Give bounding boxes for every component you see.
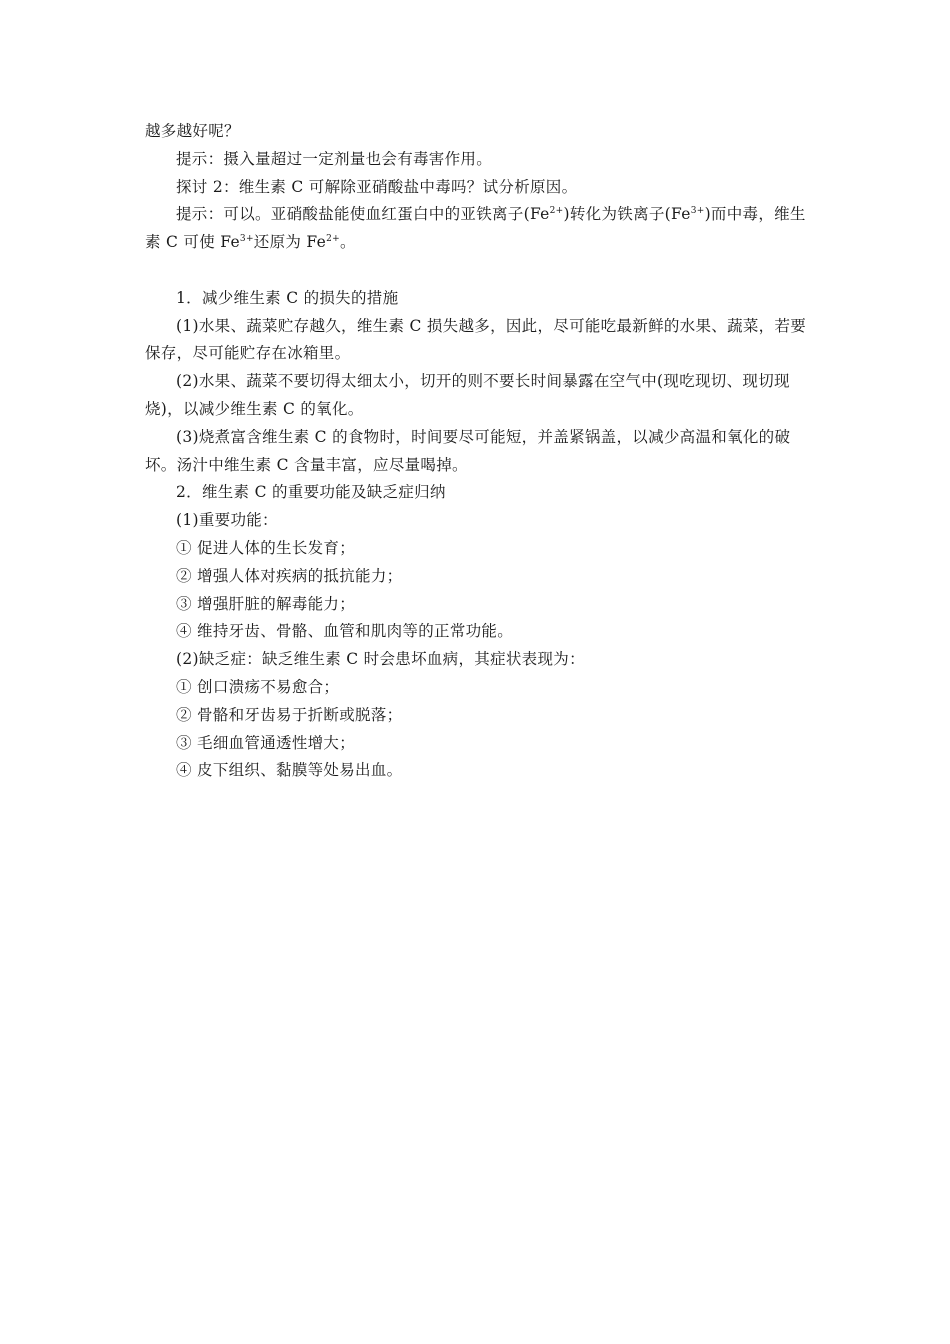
document-body [145, 118, 815, 785]
list-item: (2)水果、蔬菜不要切得太细太小，切开的则不要长时间暴露在空气中(现吃现切、现切现烧)，以减少维生素 C 的氧化。 [145, 372, 790, 418]
answer-text: )而中毒，维生素 C 可使 Fe [145, 205, 806, 252]
answer-text: 。 [339, 233, 356, 252]
section-heading: 2．维生素 C 的重要功能及缺乏症归纳 [176, 483, 446, 502]
list-item: (3)烧煮富含维生素 C 的食物时，时间要尽可能短，并盖紧锅盖，以减少高温和氧化的破坏。汤汁中维生素 C 含量丰富，应尽量喝掉。 [145, 427, 791, 474]
list-item: ④ 维持牙齿、骨骼、血管和肌肉等的正常功能。 [176, 622, 514, 641]
list-item: ④ 皮下组织、黏膜等处易出血。 [176, 761, 403, 780]
ion-charge: 3+ [690, 206, 705, 217]
hint-paragraph: 提示：摄入量超过一定剂量也会有毒害作用。 [176, 149, 493, 168]
answer-text: )转化为铁离子(Fe [563, 205, 691, 224]
text-line: 越多越好呢？ [145, 122, 240, 140]
question-paragraph: 探讨 2：维生素 C 可解除亚硝酸盐中毒吗？试分析原因。 [176, 177, 578, 196]
list-item: ① 促进人体的生长发育； [176, 538, 356, 557]
ion-charge: 3+ [239, 234, 254, 245]
list-item: ③ 毛细血管通透性增大； [176, 733, 356, 752]
paragraph-gap [145, 257, 815, 285]
ion-charge: 2+ [326, 234, 340, 245]
section-heading: 1．减少维生素 C 的损失的措施 [176, 288, 399, 307]
subsection-title: (1)重要功能： [176, 511, 278, 530]
ion-charge: 2+ [549, 206, 564, 217]
list-item: ① 创口溃疡不易愈合； [176, 677, 340, 696]
answer-text: 还原为 Fe [253, 233, 327, 252]
list-item: ③ 增强肝脏的解毒能力； [176, 594, 356, 613]
answer-paragraph [145, 201, 815, 257]
list-item: ② 骨骼和牙齿易于折断或脱落； [176, 705, 403, 724]
list-item: ② 增强人体对疾病的抵抗能力； [176, 566, 403, 585]
subsection-title: (2)缺乏症：缺乏维生素 C 时会患坏血病，其症状表现为： [176, 650, 585, 669]
list-item: (1)水果、蔬菜贮存越久，维生素 C 损失越多，因此，尽可能吃最新鲜的水果、蔬菜，若要保存，尽可能贮存在冰箱里。 [145, 316, 807, 363]
answer-text: 提示：可以。亚硝酸盐能使血红蛋白中的亚铁离子(Fe [176, 205, 550, 224]
